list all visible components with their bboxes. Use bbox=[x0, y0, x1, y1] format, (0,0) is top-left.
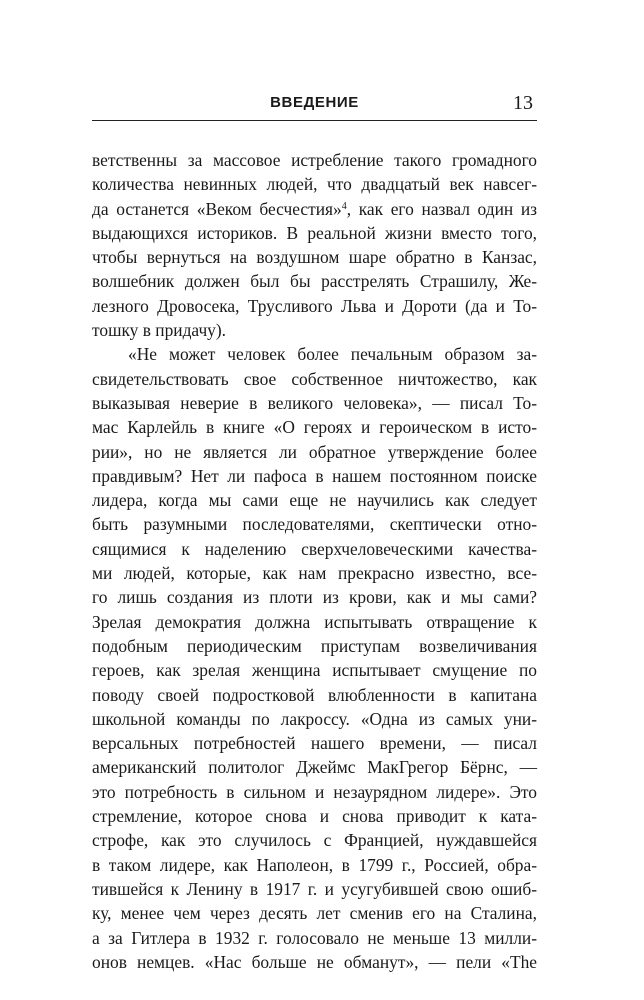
text-line: строфе, как это случилось с Францией, нуждавшейся bbox=[92, 830, 537, 851]
text-line: версальных потребностей нашего времени, — писал bbox=[92, 733, 537, 754]
text-line: «Не может человек более печальным образом за- bbox=[128, 344, 537, 365]
text-line: сящимися к наделению сверхчеловеческими качества- bbox=[92, 538, 537, 559]
text-line: мас Карлейль в книге «О героях и героическом в исто- bbox=[92, 417, 537, 438]
text-line: Зрелая демократия должна испытывать отвращение к bbox=[92, 611, 537, 632]
text-line: волшебник должен был бы расстрелять Страшилу, Же- bbox=[92, 271, 537, 292]
text-line: американский политолог Джеймс МакГрегор Бёрнс, — bbox=[92, 757, 537, 778]
paragraph-1 bbox=[92, 148, 537, 342]
text-line: рии», но не является ли обратное утверждение более bbox=[92, 441, 537, 462]
text-line: правдивым? Нет ли пафоса в нашем постоянном поиске bbox=[92, 465, 537, 486]
text-line: стремление, которое снова и снова приводит к ката- bbox=[92, 806, 537, 827]
text-line: школьной команды по лакроссу. «Одна из самых уни- bbox=[92, 708, 537, 729]
page-number: 13 bbox=[513, 92, 533, 114]
text-line: тошку в придачу). bbox=[92, 320, 227, 341]
text-line: героев, как зрелая женщина испытывает смущение по bbox=[92, 660, 537, 681]
text-line: выдающихся историков. В реальной жизни вместо того, bbox=[92, 222, 537, 243]
text-line: быть разумными последователями, скептически отно- bbox=[92, 514, 537, 535]
text-line: онов немцев. «Нас больше не обманут», — пели «The bbox=[92, 951, 537, 972]
text-line: количества невинных людей, что двадцатый век навсег- bbox=[92, 174, 537, 195]
text-line: го лишь создания из плоти из крови, как и мы сами? bbox=[92, 587, 537, 608]
text-line: лидера, когда мы сами еще не научились как следует bbox=[92, 490, 537, 511]
text-line bbox=[92, 197, 537, 221]
text-line: подобным периодическим приступам возвеличивания bbox=[92, 635, 537, 656]
text-line: ми людей, которые, как нам прекрасно известно, все- bbox=[92, 563, 537, 584]
text-line: выказывая неверие в великого человека», — писал То- bbox=[92, 392, 537, 413]
section-title: ВВЕДЕНИЕ bbox=[270, 94, 359, 111]
body-text bbox=[92, 148, 537, 974]
text-line: это потребность в сильном и незаурядном лидере». Это bbox=[92, 781, 537, 802]
text-line: чтобы вернуться на воздушном шаре обратно в Канзас, bbox=[92, 247, 537, 268]
text-line: свидетельствовать свое собственное ничтожество, как bbox=[92, 368, 537, 389]
text-line: а за Гитлера в 1932 г. голосовало не меньше 13 милли- bbox=[92, 927, 537, 948]
footnote-marker: 4 bbox=[341, 200, 347, 212]
text-line: поводу своей подростковой влюбленности в капитана bbox=[92, 684, 537, 705]
text-fragment: , как его назвал один из bbox=[346, 198, 538, 219]
text-line: ку, менее чем через десять лет сменив его на Сталина, bbox=[92, 903, 537, 924]
text-line: тившейся к Ленину в 1917 г. и усугубившей свою ошиб- bbox=[92, 878, 537, 899]
text-line: ветственны за массовое истребление такого громадного bbox=[92, 150, 537, 170]
running-head bbox=[92, 92, 537, 121]
paragraph-2 bbox=[92, 342, 537, 974]
text-fragment: да останется «Веком бесчестия» bbox=[92, 198, 342, 219]
text-line: в таком лидере, как Наполеон, в 1799 г., Россией, обра- bbox=[92, 854, 537, 875]
text-line: лезного Дровосека, Трусливого Льва и Дороти (да и То- bbox=[92, 295, 537, 316]
